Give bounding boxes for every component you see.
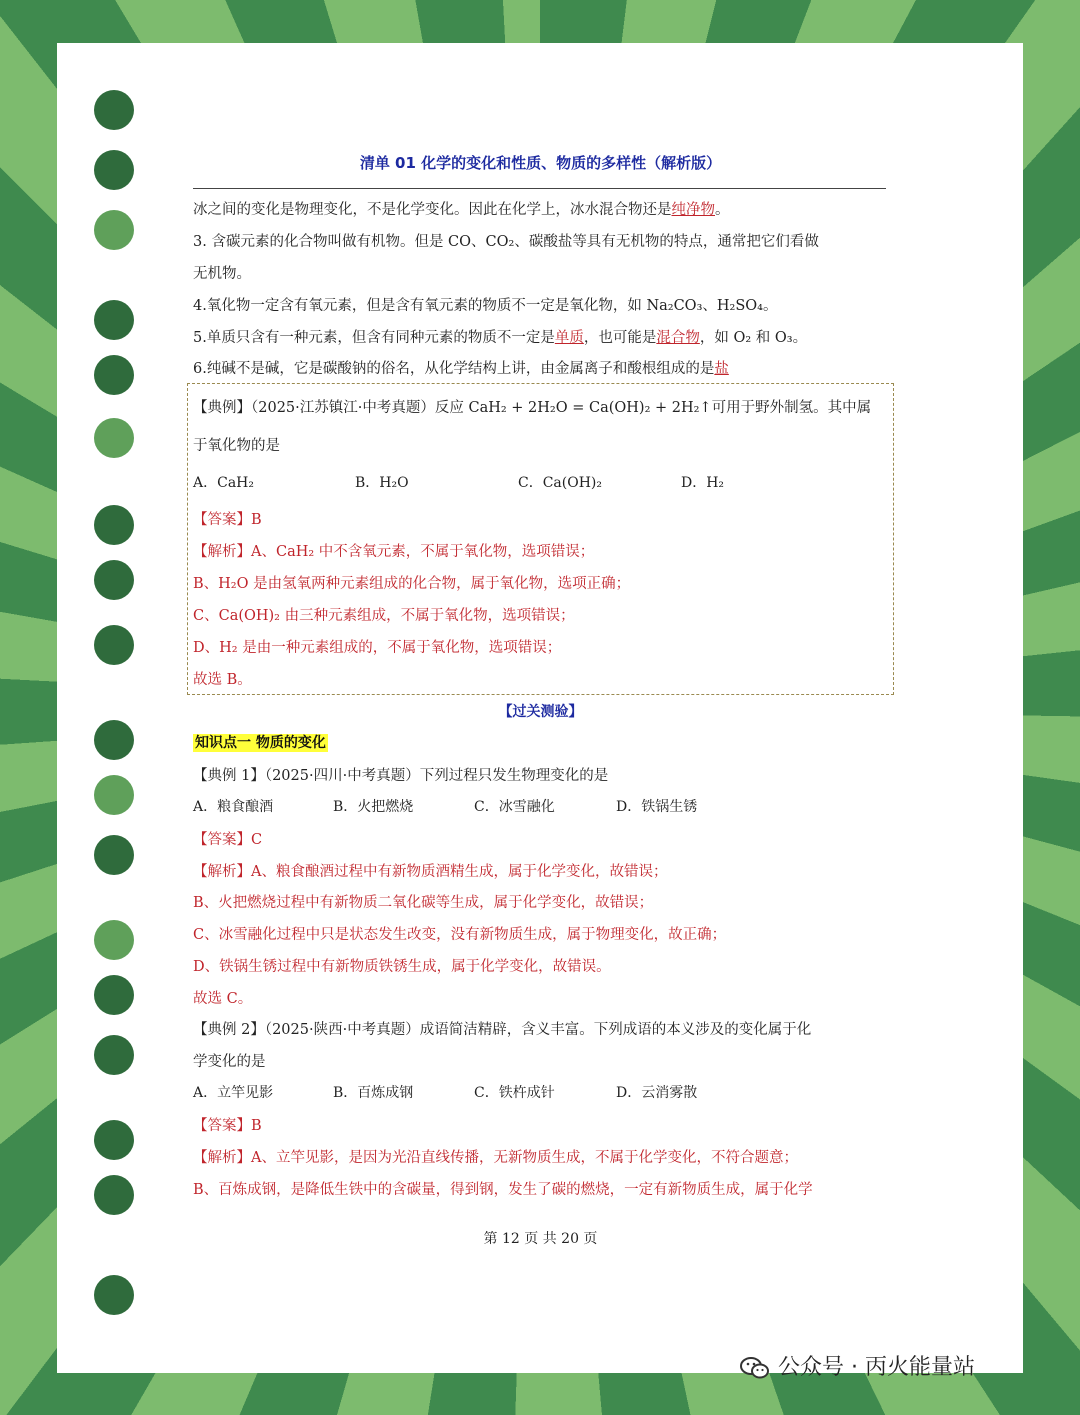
option-b: B．H₂O (355, 475, 409, 491)
wechat-icon (740, 1356, 770, 1380)
binder-hole (94, 1175, 134, 1215)
header-rule (193, 188, 886, 189)
option-a: A．粮食酿酒 (193, 799, 274, 815)
option-c: C．Ca(OH)₂ (518, 475, 602, 491)
option-a: A．立竿见影 (193, 1085, 274, 1101)
text-line: 无机物。 (193, 266, 251, 282)
binder-hole (94, 835, 134, 875)
binder-hole (94, 720, 134, 760)
analysis-line: 【解析】A、CaH₂ 中不含氧元素，不属于氧化物，选项错误； (193, 544, 595, 560)
answer: 【答案】B (193, 1118, 262, 1134)
example-question: 于氧化物的是 (193, 438, 280, 454)
text-line: 4.氧化物一定含有氧元素，但是含有氧元素的物质不一定是氧化物，如 Na₂CO₃、H₂SO₄。 (193, 298, 778, 314)
option-c: C．铁杵成针 (474, 1085, 555, 1101)
binder-hole (94, 1120, 134, 1160)
binder-hole (94, 775, 134, 815)
option-b: B．百炼成钢 (333, 1085, 414, 1101)
example-question: 【典例】（2025·江苏镇江·中考真题）反应 CaH₂ + 2H₂O = Ca(OH)₂ + 2H₂↑可用于野外制氢。其中属 (193, 400, 872, 416)
text-line: 6.纯碱不是碱，它是碳酸钠的俗名，从化学结构上讲，由金属离子和酸根组成的是盐 (193, 361, 729, 377)
text-line: 冰之间的变化是物理变化，不是化学变化。因此在化学上，冰水混合物还是纯净物。 (193, 202, 730, 218)
page-title: 清单 01 化学的变化和性质、物质的多样性（解析版） (359, 154, 722, 172)
analysis-line: 故选 C。 (193, 991, 253, 1007)
example-question: 学变化的是 (193, 1054, 266, 1070)
option-c: C．冰雪融化 (474, 799, 555, 815)
binder-hole (94, 300, 134, 340)
binder-hole (94, 1275, 134, 1315)
example-question: 【典例 2】（2025·陕西·中考真题）成语简洁精辟，含义丰富。下列成语的本义涉及的变化属于化 (193, 1022, 812, 1038)
analysis-line: D、H₂ 是由一种元素组成的，不属于氧化物，选项错误； (193, 640, 562, 656)
binder-hole (94, 560, 134, 600)
analysis-line: C、Ca(OH)₂ 由三种元素组成，不属于氧化物，选项错误； (193, 608, 575, 624)
watermark (740, 1350, 975, 1381)
binder-hole (94, 90, 134, 130)
watermark-text: 公众号 · 丙火能量站 (778, 1355, 975, 1380)
section-title: 【过关测验】 (498, 704, 583, 720)
binder-hole (94, 355, 134, 395)
answer: 【答案】B (193, 512, 262, 528)
binder-hole (94, 625, 134, 665)
text-line: 5.单质只含有一种元素，但含有同种元素的物质不一定是单质，也可能是混合物，如 O₂ 和 O₃。 (193, 330, 808, 346)
binder-hole (94, 418, 134, 458)
option-d: D．铁锅生锈 (616, 799, 698, 815)
analysis-line: D、铁锅生锈过程中有新物质铁锈生成，属于化学变化，故错误。 (193, 959, 611, 975)
binder-hole (94, 975, 134, 1015)
option-d: D．H₂ (681, 475, 725, 491)
page-number: 第 12 页 共 20 页 (483, 1231, 598, 1247)
answer: 【答案】C (193, 832, 263, 848)
binder-hole (94, 920, 134, 960)
option-a: A．CaH₂ (193, 475, 254, 491)
knowledge-point: 知识点一 物质的变化 (195, 735, 326, 751)
example-question: 【典例 1】（2025·四川·中考真题）下列过程只发生物理变化的是 (193, 768, 609, 784)
binder-hole (94, 210, 134, 250)
analysis-line: B、百炼成钢，是降低生铁中的含碳量，得到钢，发生了碳的燃烧，一定有新物质生成，属于化学 (193, 1182, 813, 1198)
binder-hole (94, 505, 134, 545)
option-b: B．火把燃烧 (333, 799, 414, 815)
binder-hole (94, 1035, 134, 1075)
binder-hole (94, 150, 134, 190)
analysis-line: B、H₂O 是由氢氧两种元素组成的化合物，属于氧化物，选项正确； (193, 576, 631, 592)
analysis-line: C、冰雪融化过程中只是状态发生改变，没有新物质生成，属于物理变化，故正确； (193, 927, 727, 943)
option-d: D．云消雾散 (616, 1085, 698, 1101)
analysis-line: B、火把燃烧过程中有新物质二氧化碳等生成，属于化学变化，故错误； (193, 895, 654, 911)
analysis-line: 【解析】A、立竿见影，是因为光沿直线传播，无新物质生成，不属于化学变化，不符合题意； (193, 1150, 798, 1166)
text-line: 3. 含碳元素的化合物叫做有机物。但是 CO、CO₂、碳酸盐等具有无机物的特点，通常把它们看做 (193, 234, 819, 250)
analysis-line: 故选 B。 (193, 672, 252, 688)
analysis-line: 【解析】A、粮食酿酒过程中有新物质酒精生成，属于化学变化，故错误； (193, 864, 668, 880)
